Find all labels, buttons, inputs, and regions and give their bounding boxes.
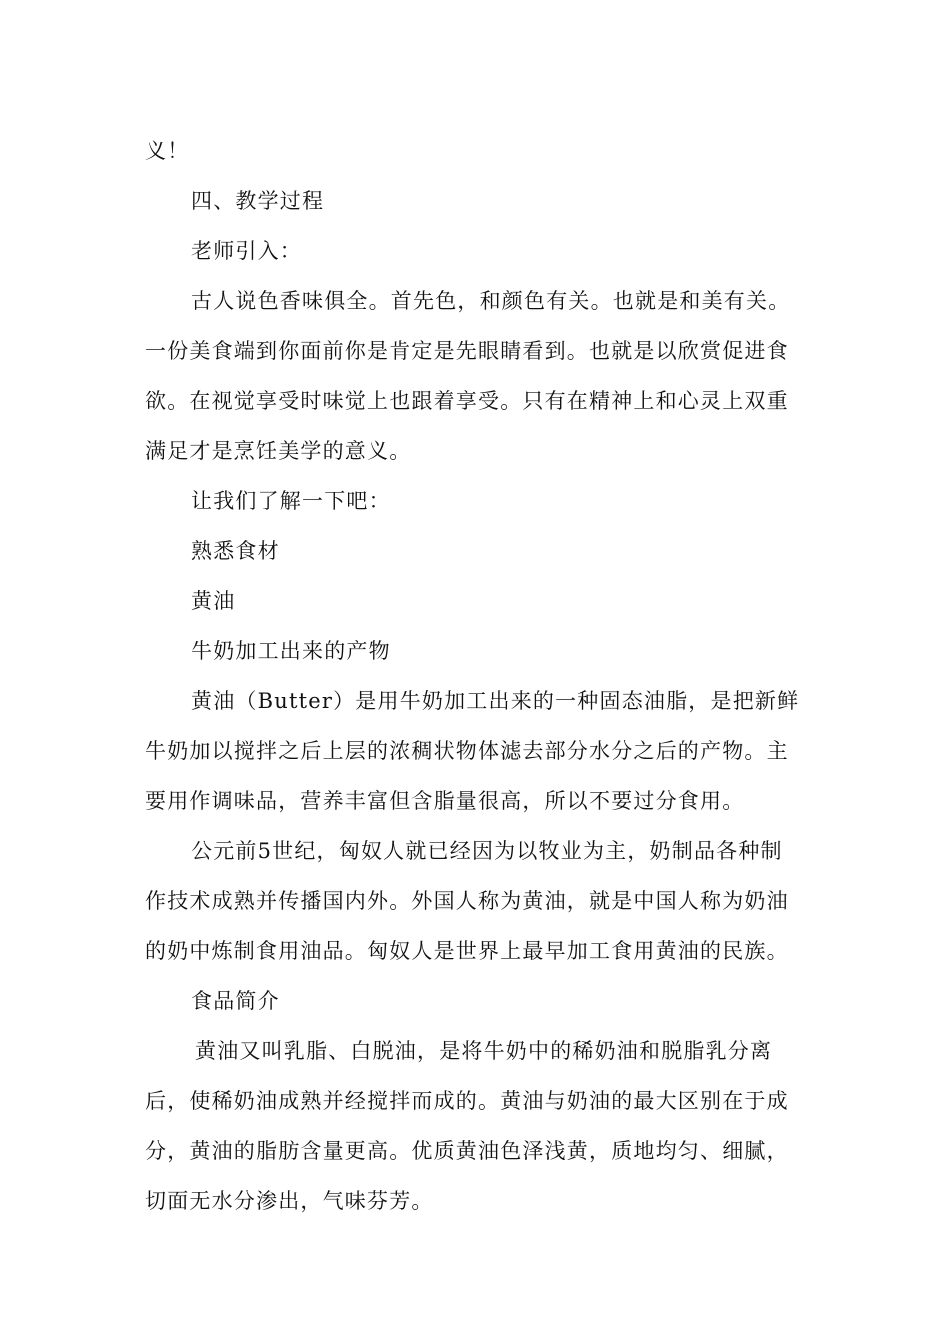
paragraph-line: 后，使稀奶油成熟并经搅拌而成的。黄油与奶油的最大区别在于成: [145, 1089, 789, 1113]
paragraph-line: 的奶中炼制食用油品。匈奴人是世界上最早加工食用黄油的民族。: [145, 939, 789, 963]
paragraph-line: 古人说色香味俱全。首先色，和颜色有关。也就是和美有关。: [191, 289, 791, 313]
paragraph-line: 让我们了解一下吧：: [191, 489, 391, 513]
paragraph-line: 牛奶加以搅拌之后上层的浓稠状物体滤去部分水分之后的产物。主: [145, 739, 789, 763]
paragraph-line: 黄油又叫乳脂、白脱油，是将牛奶中的稀奶油和脱脂乳分离: [195, 1039, 773, 1063]
paragraph-line: 切面无水分渗出，气味芬芳。: [145, 1189, 434, 1213]
section-heading: 四、教学过程: [191, 189, 325, 213]
subheading: 牛奶加工出来的产物: [191, 639, 391, 663]
paragraph-line: 黄油（Butter）是用牛奶加工出来的一种固态油脂，是把新鲜: [191, 689, 800, 713]
paragraph-line: 满足才是烹饪美学的意义。: [145, 439, 412, 463]
paragraph-line: 欲。在视觉享受时味觉上也跟着享受。只有在精神上和心灵上双重: [145, 389, 789, 413]
subheading: 老师引入：: [191, 239, 302, 263]
subheading: 食品简介: [191, 989, 280, 1013]
paragraph-line: 义！: [145, 139, 190, 163]
paragraph-line: 作技术成熟并传播国内外。外国人称为黄油，就是中国人称为奶油: [145, 889, 789, 913]
paragraph-line: 一份美食端到你面前你是肯定是先眼睛看到。也就是以欣赏促进食: [145, 339, 789, 363]
subheading: 熟悉食材: [191, 539, 280, 563]
paragraph-line: 公元前5世纪，匈奴人就已经因为以牧业为主，奶制品各种制: [191, 839, 783, 863]
subheading: 黄油: [191, 589, 236, 613]
paragraph-line: 分，黄油的脂肪含量更高。优质黄油色泽浅黄，质地均匀、细腻，: [145, 1139, 789, 1163]
document-body: [145, 126, 809, 1226]
paragraph-line: 要用作调味品，营养丰富但含脂量很高，所以不要过分食用。: [145, 789, 745, 813]
